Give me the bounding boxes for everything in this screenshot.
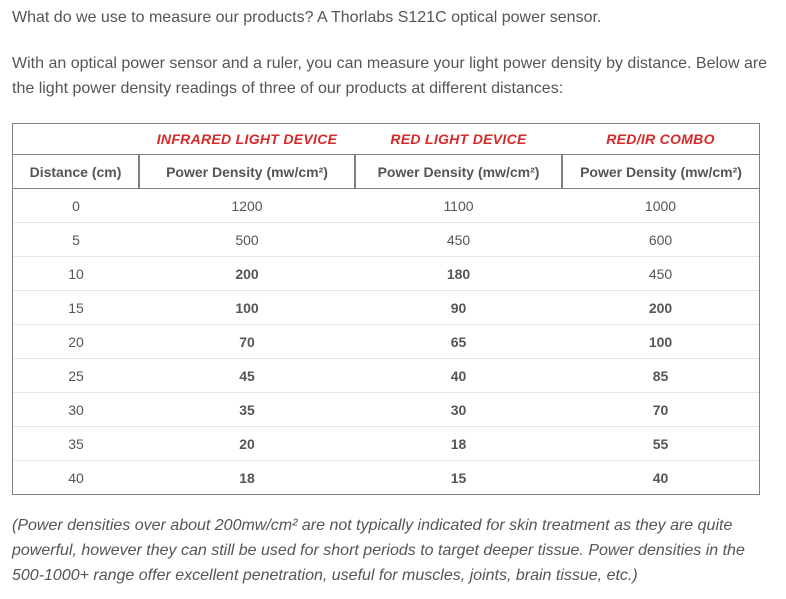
cell-distance: 30 <box>68 401 84 418</box>
cell-infrared: 35 <box>239 401 255 418</box>
table-row <box>13 461 759 495</box>
cell-combo: 100 <box>648 333 673 350</box>
cell-red: 40 <box>450 367 467 384</box>
cell-red: 30 <box>450 401 467 418</box>
cell-combo: 200 <box>648 299 673 316</box>
cell-infrared: 1200 <box>231 197 263 214</box>
table-row <box>13 427 759 461</box>
cell-distance: 25 <box>68 367 84 384</box>
cell-infrared: 70 <box>239 333 255 350</box>
cell-combo: 1000 <box>644 197 677 214</box>
cell-combo: 70 <box>652 401 669 418</box>
cell-combo: 450 <box>648 265 673 282</box>
table-group-header-row <box>13 124 759 154</box>
cell-infrared: 45 <box>239 367 255 384</box>
group-header-combo: RED/IR COMBO <box>606 131 715 147</box>
intro-line-description: With an optical power sensor and a ruler, you can measure your light power density by distance. Below are the light power density readings of three of our products at different distances: <box>12 55 768 97</box>
cell-combo: 85 <box>652 367 669 384</box>
table-row <box>13 359 759 393</box>
table-row <box>13 257 759 291</box>
intro-line-sensor: What do we use to measure our products? A Thorlabs S121C optical power sensor. <box>12 9 602 26</box>
cell-infrared: 200 <box>235 265 259 282</box>
column-header-distance: Distance (cm) <box>13 154 139 189</box>
cell-red: 450 <box>446 231 471 248</box>
cell-combo: 40 <box>652 470 669 486</box>
cell-combo: 55 <box>652 435 669 452</box>
cell-red: 18 <box>450 435 467 452</box>
cell-distance: 20 <box>68 333 84 350</box>
power-density-table <box>12 123 760 495</box>
table-row <box>13 291 759 325</box>
column-header-red: Power Density (mw/cm²) <box>355 154 562 189</box>
table-row <box>13 393 759 427</box>
column-header-infrared: Power Density (mw/cm²) <box>139 154 355 189</box>
cell-combo: 600 <box>648 231 673 248</box>
cell-distance: 40 <box>68 470 84 486</box>
cell-red: 90 <box>450 299 467 316</box>
table-column-header-row <box>13 154 759 189</box>
table-row <box>13 189 759 223</box>
footnote: (Power densities over about 200mw/cm² are not typically indicated for skin treatment as they are quite powerful, however they can still be used for short periods to target deeper tissue. Power densities in the 500-1000+ range offer excellent penetration, useful for muscles, joints, brain tissue, etc.) <box>12 517 745 584</box>
cell-infrared: 20 <box>239 435 255 452</box>
cell-distance: 5 <box>72 231 80 248</box>
cell-distance: 10 <box>68 265 84 282</box>
cell-distance: 0 <box>72 197 80 214</box>
cell-red: 65 <box>450 333 467 350</box>
cell-red: 15 <box>450 470 467 486</box>
cell-red: 180 <box>446 265 471 282</box>
table-row <box>13 325 759 359</box>
group-header-infrared: INFRARED LIGHT DEVICE <box>156 131 338 147</box>
cell-infrared: 100 <box>235 299 259 316</box>
cell-infrared: 18 <box>239 470 255 486</box>
cell-distance: 35 <box>68 435 84 452</box>
column-header-combo: Power Density (mw/cm²) <box>562 154 759 189</box>
cell-distance: 15 <box>68 299 84 316</box>
cell-infrared: 500 <box>235 231 259 248</box>
group-header-red: RED LIGHT DEVICE <box>390 131 527 147</box>
group-header-empty <box>13 124 139 154</box>
cell-red: 1100 <box>443 197 474 214</box>
table-row <box>13 223 759 257</box>
